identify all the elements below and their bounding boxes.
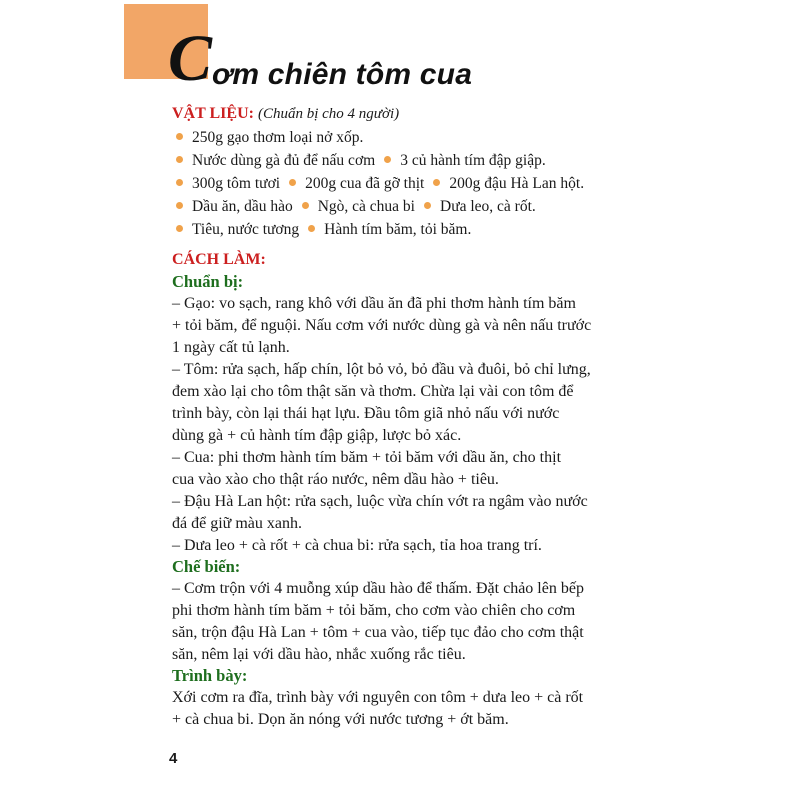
recipe-title <box>168 22 473 96</box>
bullet-icon <box>308 225 315 232</box>
ingredient-item: Dưa leo, cà rốt. <box>440 198 536 215</box>
serve-line: Xới cơm ra đĩa, trình bày với nguyên con tôm + dưa leo + cà rốt <box>172 689 584 706</box>
method-heading: CÁCH LÀM: <box>172 251 266 268</box>
prep-line: cua vào xào cho thật ráo nước, nêm dầu hào + tiêu. <box>172 471 499 488</box>
bullet-icon <box>289 179 296 186</box>
prep-line: 1 ngày cất tủ lạnh. <box>172 339 290 356</box>
prep-line: – Cua: phi thơm hành tím băm + tỏi băm với dầu ăn, cho thịt <box>172 449 562 466</box>
ingredient-item: 200g cua đã gỡ thịt <box>305 175 425 192</box>
ingredient-item: Hành tím băm, tỏi băm. <box>324 221 472 238</box>
ingredient-item: 200g đậu Hà Lan hột. <box>449 175 585 192</box>
bullet-icon <box>302 202 309 209</box>
bullet-icon <box>176 179 183 186</box>
cook-line: phi thơm hành tím băm + tỏi băm, cho cơm vào chiên cho cơm <box>172 602 576 619</box>
ingredient-item: 250g gạo thơm loại nở xốp. <box>192 129 364 146</box>
prep-line: – Gạo: vo sạch, rang khô với dầu ăn đã phi thơm hành tím băm <box>172 295 576 312</box>
cook-line: – Cơm trộn với 4 muỗng xúp dầu hào để thấm. Đặt chảo lên bếp <box>172 580 584 597</box>
prep-line: đá để giữ màu xanh. <box>172 515 302 532</box>
cook-heading: Chế biến: <box>172 557 241 576</box>
serve-line: + cà chua bi. Dọn ăn nóng với nước tương + ớt băm. <box>172 711 509 728</box>
prep-line: đem xào lại cho tôm thật săn và thơm. Chừa lại vài con tôm để <box>172 383 574 400</box>
ingredient-row <box>176 197 536 217</box>
prep-line: – Đậu Hà Lan hột: rửa sạch, luộc vừa chín vớt ra ngâm vào nước <box>172 493 588 510</box>
materials-heading: VẬT LIỆU: <box>172 105 254 122</box>
ingredient-row <box>176 174 584 194</box>
prep-line: trình bày, còn lại thái hạt lựu. Đầu tôm giã nhỏ nấu với nước <box>172 405 560 422</box>
ingredient-item: Ngò, cà chua bi <box>317 198 415 215</box>
ingredient-item: 3 củ hành tím đập giập. <box>400 152 546 169</box>
ingredient-item: Dầu ăn, dầu hào <box>192 198 293 215</box>
ingredient-item: Tiêu, nước tương <box>192 221 300 238</box>
bullet-icon <box>176 202 183 209</box>
ingredient-item: Nước dùng gà đủ để nấu cơm <box>192 152 376 169</box>
materials-header <box>172 104 399 124</box>
bullet-icon <box>433 179 440 186</box>
bullet-icon <box>176 225 183 232</box>
ingredient-row <box>176 151 546 171</box>
prep-line: – Dưa leo + cà rốt + cà chua bi: rửa sạch, tỉa hoa trang trí. <box>172 537 542 554</box>
ingredient-item: 300g tôm tươi <box>192 175 281 192</box>
bullet-icon <box>384 156 391 163</box>
ingredient-row <box>176 128 363 148</box>
method-header <box>172 250 266 270</box>
materials-note: (Chuẩn bị cho 4 người) <box>257 106 400 122</box>
bullet-icon <box>176 133 183 140</box>
bullet-icon <box>176 156 183 163</box>
bullet-icon <box>424 202 431 209</box>
ingredient-row <box>176 220 471 240</box>
title-initial: C <box>168 22 213 95</box>
prep-heading: Chuẩn bị: <box>172 272 244 291</box>
page-number: 4 <box>169 750 178 767</box>
cook-line: săn, trộn đậu Hà Lan + tôm + cua vào, tiếp tục đảo cho cơm thật <box>172 624 584 641</box>
prep-line: + tỏi băm, để nguội. Nấu cơm với nước dùng gà và nên nấu trước <box>172 317 592 334</box>
serve-heading: Trình bày: <box>172 666 248 685</box>
prep-line: – Tôm: rửa sạch, hấp chín, lột bỏ vỏ, bỏ đầu và đuôi, bỏ chỉ lưng, <box>172 361 591 378</box>
prep-line: dùng gà + củ hành tím đập giập, lược bỏ xác. <box>172 427 462 444</box>
title-rest: ơm chiên tôm cua <box>212 58 473 91</box>
cook-line: săn, nêm lại với dầu hào, nhắc xuống rắc tiêu. <box>172 646 466 663</box>
